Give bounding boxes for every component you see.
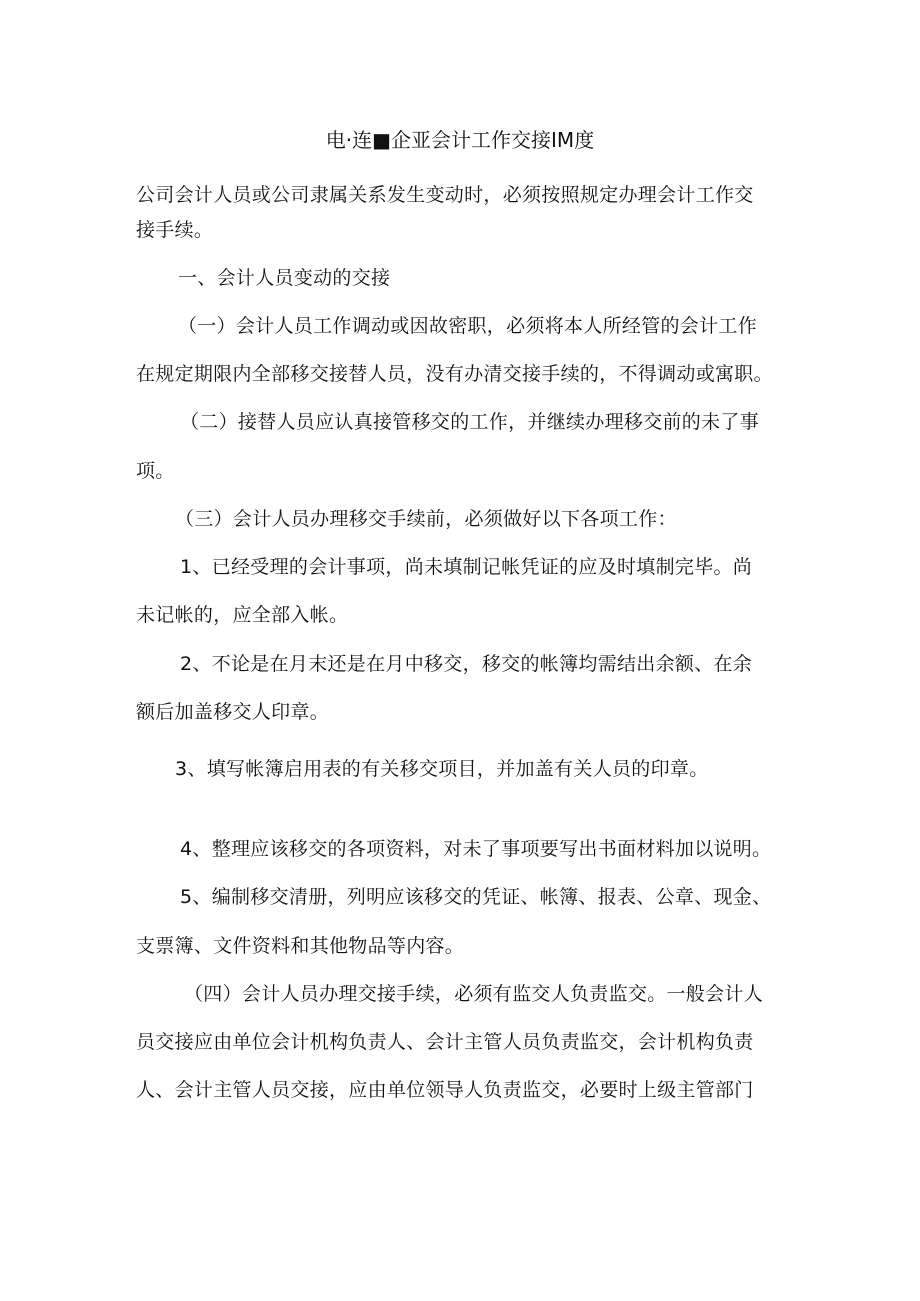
- paragraph-line: 员交接应由单位会计机构负责人、会计主管人员负责监交，会计机构负责: [136, 1031, 754, 1053]
- paragraph-line: （二）接替人员应认真接管移交的工作，并继续办理移交前的未了事: [180, 411, 760, 433]
- paragraph-line: （三）会计人员办理移交手续前，必须做好以下各项工作：: [175, 508, 677, 530]
- section-heading: 一、会计人员变动的交接: [178, 267, 391, 289]
- paragraph-line: 在规定期限内全部移交接替人员，没有办清交接手续的，不得调动或寓职。: [136, 363, 773, 385]
- list-item-line: 2、不论是在月末还是在月中移交，移交的帐簿均需结出余额、在余: [180, 653, 753, 675]
- paragraph-line: 接手续。: [136, 219, 214, 241]
- paragraph-line: 公司会计人员或公司隶属关系发生变动时，必须按照规定办理会计工作交: [136, 184, 754, 206]
- list-item-line: 额后加盖移交人印章。: [136, 701, 330, 723]
- list-item-line: 5、编制移交清册，列明应该移交的凭证、帐簿、报表、公章、现金、: [180, 886, 772, 908]
- document-title: 电·连■企亚会计工作交接IM度: [325, 128, 595, 152]
- paragraph-line: 项。: [136, 460, 175, 482]
- list-item-line: 3、填写帐簿启用表的有关移交项目，并加盖有关人员的印章。: [175, 758, 709, 780]
- list-item-line: 支票簿、文件资料和其他物品等内容。: [136, 935, 465, 957]
- list-item-line: 1、已经受理的会计事项，尚未填制记帐凭证的应及时填制完毕。尚: [180, 556, 753, 578]
- paragraph-line: 人、会计主管人员交接，应由单位领导人负责监交，必要时上级主管部门: [136, 1079, 754, 1101]
- list-item-line: 未记帐的，应全部入帐。: [136, 604, 349, 626]
- paragraph-line: （四）会计人员办理交接手续，必须有监交人负责监交。一般会计人: [184, 983, 764, 1005]
- paragraph-line: （一）会计人员工作调动或因故密职，必须将本人所经管的会计工作: [178, 315, 758, 337]
- list-item-line: 4、整理应该移交的各项资料，对未了事项要写出书面材料加以说明。: [180, 838, 772, 860]
